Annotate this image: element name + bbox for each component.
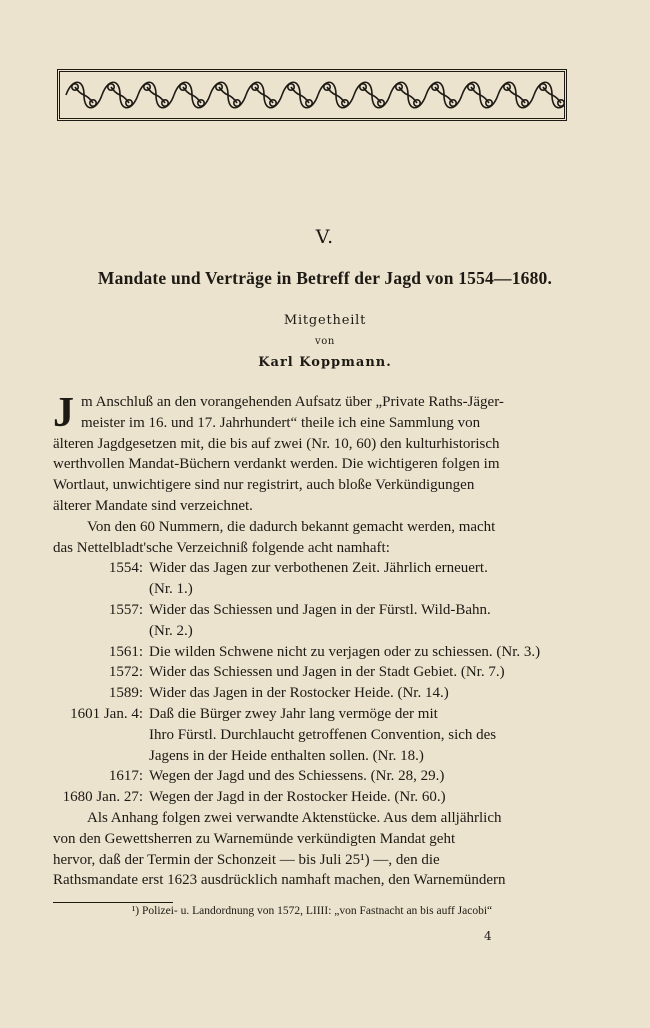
ornamental-header-band bbox=[57, 69, 567, 121]
footnote: ¹) Polizei- u. Landordnung von 1572, LIIII: „von Fastnacht an bis auff Jacobi“ bbox=[131, 905, 493, 917]
mandate-year bbox=[53, 725, 149, 746]
mandate-entry bbox=[53, 600, 571, 621]
text-line: hervor, daß der Termin der Schonzeit — bis Juli 25¹) —, den die bbox=[53, 851, 440, 868]
footnote-rule bbox=[53, 902, 173, 903]
scroll-ornament-icon bbox=[60, 72, 564, 118]
text-line: das Nettelbladt'sche Verzeichniß folgende acht namhaft: bbox=[53, 539, 390, 556]
mandate-entry bbox=[53, 579, 571, 600]
mandate-entry bbox=[53, 662, 571, 683]
text-line: werthvollen Mandat-Büchern verdankt werden. Die wichtigeren folgen im bbox=[53, 456, 500, 473]
mandate-year bbox=[53, 579, 149, 600]
subtitle-communicated: Mitgetheilt bbox=[283, 313, 367, 328]
mandate-year: 1554: bbox=[108, 560, 143, 577]
text-line: von den Gewettsherren zu Warnemünde verkündigten Mandat geht bbox=[53, 830, 456, 847]
mandate-entry bbox=[53, 787, 571, 808]
mandate-entry bbox=[53, 683, 571, 704]
mandate-entry bbox=[53, 725, 571, 746]
mandate-entry bbox=[53, 642, 571, 663]
mandate-entry bbox=[53, 558, 571, 579]
mandate-entry bbox=[53, 621, 571, 642]
article-title: Mandate und Verträge in Betreff der Jagd von 1554—1680. bbox=[97, 268, 553, 288]
text-line: m Anschluß an den vorangehenden Aufsatz über „Private Raths-Jäger- bbox=[81, 394, 504, 410]
mandate-year: 1589: bbox=[108, 685, 143, 702]
mandate-text: Die wilden Schwene nicht zu verjagen oder zu schiessen. (Nr. 3.) bbox=[149, 643, 541, 660]
mandate-text: Ihro Fürstl. Durchlaucht getroffenen Convention, sich des bbox=[149, 726, 497, 743]
drop-cap: J bbox=[53, 390, 74, 436]
mandate-text: (Nr. 1.) bbox=[149, 581, 193, 598]
mandate-text: Wider das Schiessen und Jagen in der Fürstl. Wild-Bahn. bbox=[149, 601, 491, 618]
mandate-text: Daß die Bürger zwey Jahr lang vermöge der mit bbox=[149, 705, 438, 722]
mandate-year: 1557: bbox=[108, 601, 143, 618]
mandate-entry bbox=[53, 746, 571, 767]
mandate-text: Jagens in der Heide enthalten sollen. (Nr. 18.) bbox=[149, 747, 424, 764]
mandate-year bbox=[53, 746, 149, 767]
mandate-year: 1680 Jan. 27: bbox=[62, 789, 143, 806]
mandate-text: Wider das Jagen in der Rostocker Heide. (Nr. 14.) bbox=[149, 685, 449, 702]
mandate-text: Wegen der Jagd und des Schiessens. (Nr. 28, 29.) bbox=[149, 768, 445, 785]
text-line: meister im 16. und 17. Jahrhundert“ theile ich eine Sammlung von bbox=[81, 414, 481, 431]
text-line: Von den 60 Nummern, die dadurch bekannt gemacht werden, macht bbox=[87, 518, 496, 535]
mandate-text: Wider das Schiessen und Jagen in der Stadt Gebiet. (Nr. 7.) bbox=[149, 664, 505, 681]
mandate-year: 1572: bbox=[108, 664, 143, 681]
text-line: älterer Mandate sind verzeichnet. bbox=[53, 497, 253, 514]
text-line: älteren Jagdgesetzen mit, die bis auf zwei (Nr. 10, 60) den kulturhistorisch bbox=[53, 435, 500, 452]
text-line: Rathsmandate erst 1623 ausdrücklich namhaft machen, den Warnemündern bbox=[53, 872, 506, 889]
mandate-text: Wider das Jagen zur verbothenen Zeit. Jährlich erneuert. bbox=[149, 560, 488, 577]
subtitle-by: von bbox=[315, 336, 335, 347]
mandate-list bbox=[53, 558, 571, 808]
mandate-year: 1601 Jan. 4: bbox=[70, 705, 143, 722]
mandate-text: (Nr. 2.) bbox=[149, 622, 193, 639]
mandate-entry bbox=[53, 766, 571, 787]
mandate-year: 1617: bbox=[108, 768, 143, 785]
mandate-year: 1561: bbox=[108, 643, 143, 660]
mandate-entry bbox=[53, 704, 571, 725]
text-line: Wortlaut, unwichtigere sind nur registrirt, auch bloße Verkündigungen bbox=[53, 477, 475, 494]
author-name: Karl Koppmann. bbox=[258, 355, 392, 370]
mandate-year bbox=[53, 621, 149, 642]
page-number: 4 bbox=[484, 929, 492, 943]
mandate-text: Wegen der Jagd in der Rostocker Heide. (Nr. 60.) bbox=[149, 789, 446, 806]
body-text bbox=[53, 392, 571, 891]
text-line: Als Anhang folgen zwei verwandte Aktenstücke. Aus dem alljährlich bbox=[87, 809, 502, 826]
section-numeral: V. bbox=[315, 226, 335, 248]
